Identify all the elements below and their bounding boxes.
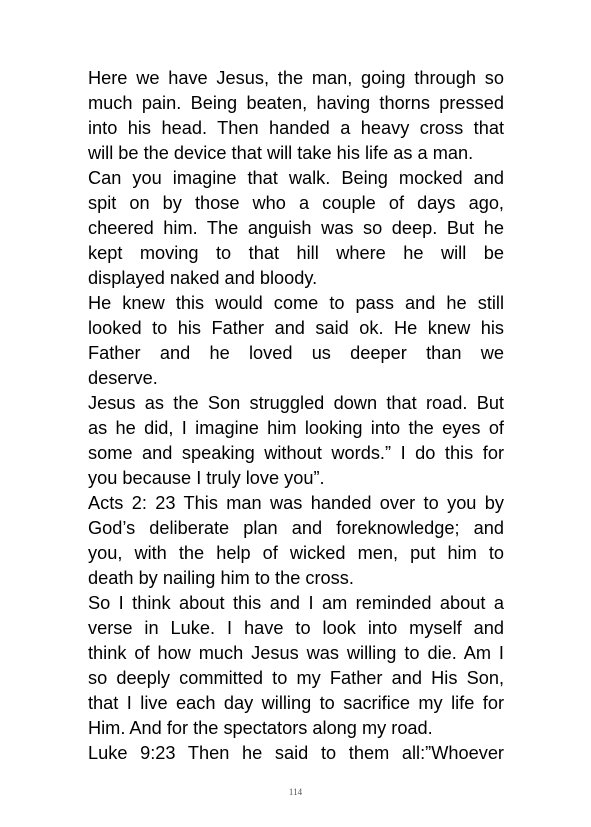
text-line: death by nailing him to the cross.	[88, 568, 354, 588]
body-text	[88, 66, 504, 766]
text-line: kept moving to that hill where he will be	[88, 243, 504, 263]
page-number: 114	[288, 787, 303, 797]
text-line: Acts 2: 23 This man was handed over to you by	[88, 493, 504, 513]
text-line: Jesus as the Son struggled down that road. But	[88, 393, 504, 413]
text-line: into his head. Then handed a heavy cross that	[88, 118, 504, 138]
text-line: He knew this would come to pass and he still	[88, 293, 504, 313]
text-line: Father and he loved us deeper than we	[88, 343, 504, 363]
text-line: Here we have Jesus, the man, going through so	[88, 68, 504, 88]
text-line: God’s deliberate plan and foreknowledge; and	[88, 518, 504, 538]
text-line: some and speaking without words.” I do this for	[88, 443, 504, 463]
text-line: deserve.	[88, 368, 158, 388]
text-line: So I think about this and I am reminded about a	[88, 593, 504, 613]
text-line: will be the device that will take his life as a man.	[88, 143, 474, 163]
text-line: displayed naked and bloody.	[88, 268, 318, 288]
text-line: that I live each day willing to sacrifice my life for	[88, 693, 504, 713]
text-line: you because I truly love you”.	[88, 468, 325, 488]
text-line: spit on by those who a couple of days ago,	[88, 193, 504, 213]
text-line: Luke 9:23 Then he said to them all:”Whoever	[88, 743, 504, 763]
text-line: much pain. Being beaten, having thorns pressed	[88, 93, 504, 113]
text-line: Can you imagine that walk. Being mocked and	[88, 168, 504, 188]
text-line: verse in Luke. I have to look into myself and	[88, 618, 504, 638]
text-line: as he did, I imagine him looking into the eyes of	[88, 418, 504, 438]
text-line: so deeply committed to my Father and His Son,	[88, 668, 504, 688]
text-line: looked to his Father and said ok. He knew his	[88, 318, 504, 338]
text-line: you, with the help of wicked men, put him to	[88, 543, 504, 563]
text-line: think of how much Jesus was willing to die. Am I	[88, 643, 504, 663]
text-line: Him. And for the spectators along my road.	[88, 718, 433, 738]
text-line: cheered him. The anguish was so deep. But he	[88, 218, 504, 238]
